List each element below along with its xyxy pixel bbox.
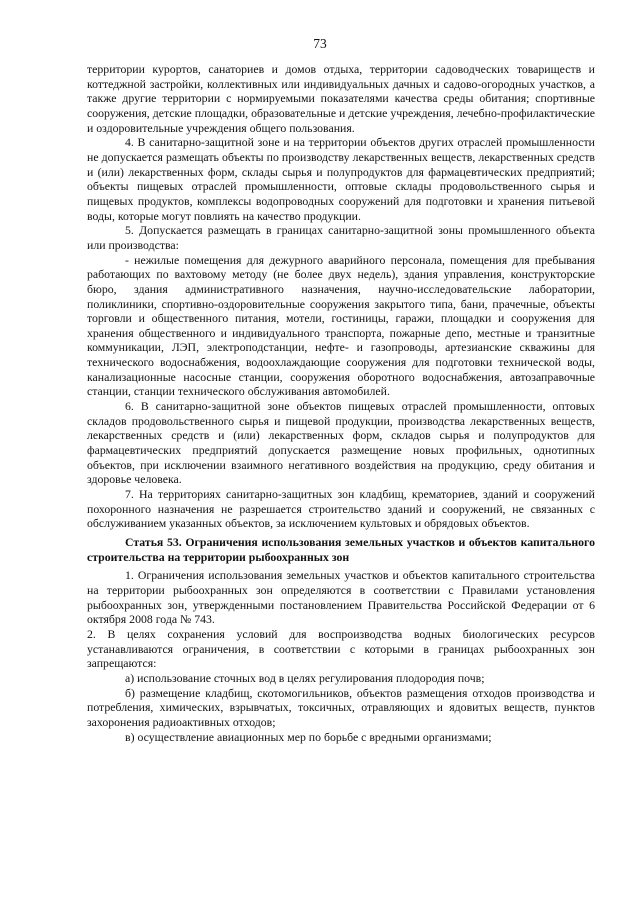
paragraph-art53-item-1: 1. Ограничения использования земельных участков и объектов капитального строительства на территории рыбоохранных зон определяются в соответствии с Правилами установления рыбоохранных зон, утвержденными постановлением Правительства Российской Федерации от 6 октября 2008 года № 743. <box>87 568 595 627</box>
paragraph-allowed-objects-list: - нежилые помещения для дежурного аварийного персонала, помещения для пребывания работающих по вахтовому методу (не более двух недель), здания управления, конструкторские бюро, здания административного назначения, научно-исследовательские лаборатории, поликлиники, спортивно-оздоровительные сооружения закрытого типа, бани, прачечные, объекты торговли и общественного питания, мотели, гостиницы, гаражи, площадки и сооружения для хранения общественного и индивидуального транспорта, пожарные депо, местные и транзитные коммуникации, ЛЭП, электроподстанции, нефте- и газопроводы, артезианские скважины для технического водоснабжения, водоохлаждающие сооружения для подготовки технической воды, канализационные насосные станции, сооружения оборотного водоснабжения, автозаправочные станции, станции технического обслуживания автомобилей. <box>87 252 595 399</box>
paragraph-item-7: 7. На территориях санитарно-защитных зон кладбищ, крематориев, зданий и сооружений похоронного назначения не разрешается строительство зданий и сооружений, не связанных с обслуживанием указанных объектов, за исключением культовых и обрядовых объектов. <box>87 487 595 531</box>
paragraph-item-5: 5. Допускается размещать в границах санитарно-защитной зоны промышленного объекта или производства: <box>87 223 595 252</box>
document-body <box>87 62 595 744</box>
paragraph-continuation: территории курортов, санаториев и домов отдыха, территории садоводческих товариществ и коттеджной застройки, коллективных или индивидуальных дачных и садово-огородных участков, а также другие территории с нормируемыми показателями качества среды обитания; спортивные сооружения, детские площадки, образовательные и детские учреждения, лечебно-профилактические и оздоровительные учреждения общего пользования. <box>87 62 595 135</box>
article-53-heading: Статья 53. Ограничения использования земельных участков и объектов капитального строительства на территории рыбоохранных зон <box>87 535 595 564</box>
paragraph-subitem-v: в) осуществление авиационных мер по борьбе с вредными организмами; <box>125 729 492 744</box>
paragraph-item-6: 6. В санитарно-защитной зоне объектов пищевых отраслей промышленности, оптовых складов продовольственного сырья и пищевой продукции, производства лекарственных веществ, лекарственных средств и (или) лекарственных форм, складов сырья и полупродуктов для фармацевтических предприятий допускается размещение новых профильных, однотипных объектов, при исключении взаимного негативного воздействия на продукцию, среду обитания и здоровье человека. <box>87 399 595 487</box>
paragraph-subitem-a: а) использование сточных вод в целях регулирования плодородия почв; <box>125 670 485 685</box>
paragraph-subitem-b: б) размещение кладбищ, скотомогильников, объектов размещения отходов производства и потребления, химических, взрывчатых, токсичных, отравляющих и ядовитых веществ, пунктов захоронения радиоактивных отходов; <box>87 685 595 729</box>
page-number: 73 <box>313 36 327 51</box>
paragraph-art53-item-2: 2. В целях сохранения условий для воспроизводства водных биологических ресурсов устанавливаются ограничения, в соответствии с которыми в границах рыбоохранных зон запрещаются: <box>87 626 595 671</box>
paragraph-item-4: 4. В санитарно-защитной зоне и на территории объектов других отраслей промышленности не допускается размещать объекты по производству лекарственных веществ, лекарственных средств и (или) лекарственных форм, склады сырья и полупродуктов для фармацевтических предприятий; объекты пищевых отраслей промышленности, оптовые склады продовольственного сырья и пищевых продуктов, комплексы водопроводных сооружений для подготовки и хранения питьевой воды, которые могут повлиять на качество продукции. <box>87 135 595 223</box>
